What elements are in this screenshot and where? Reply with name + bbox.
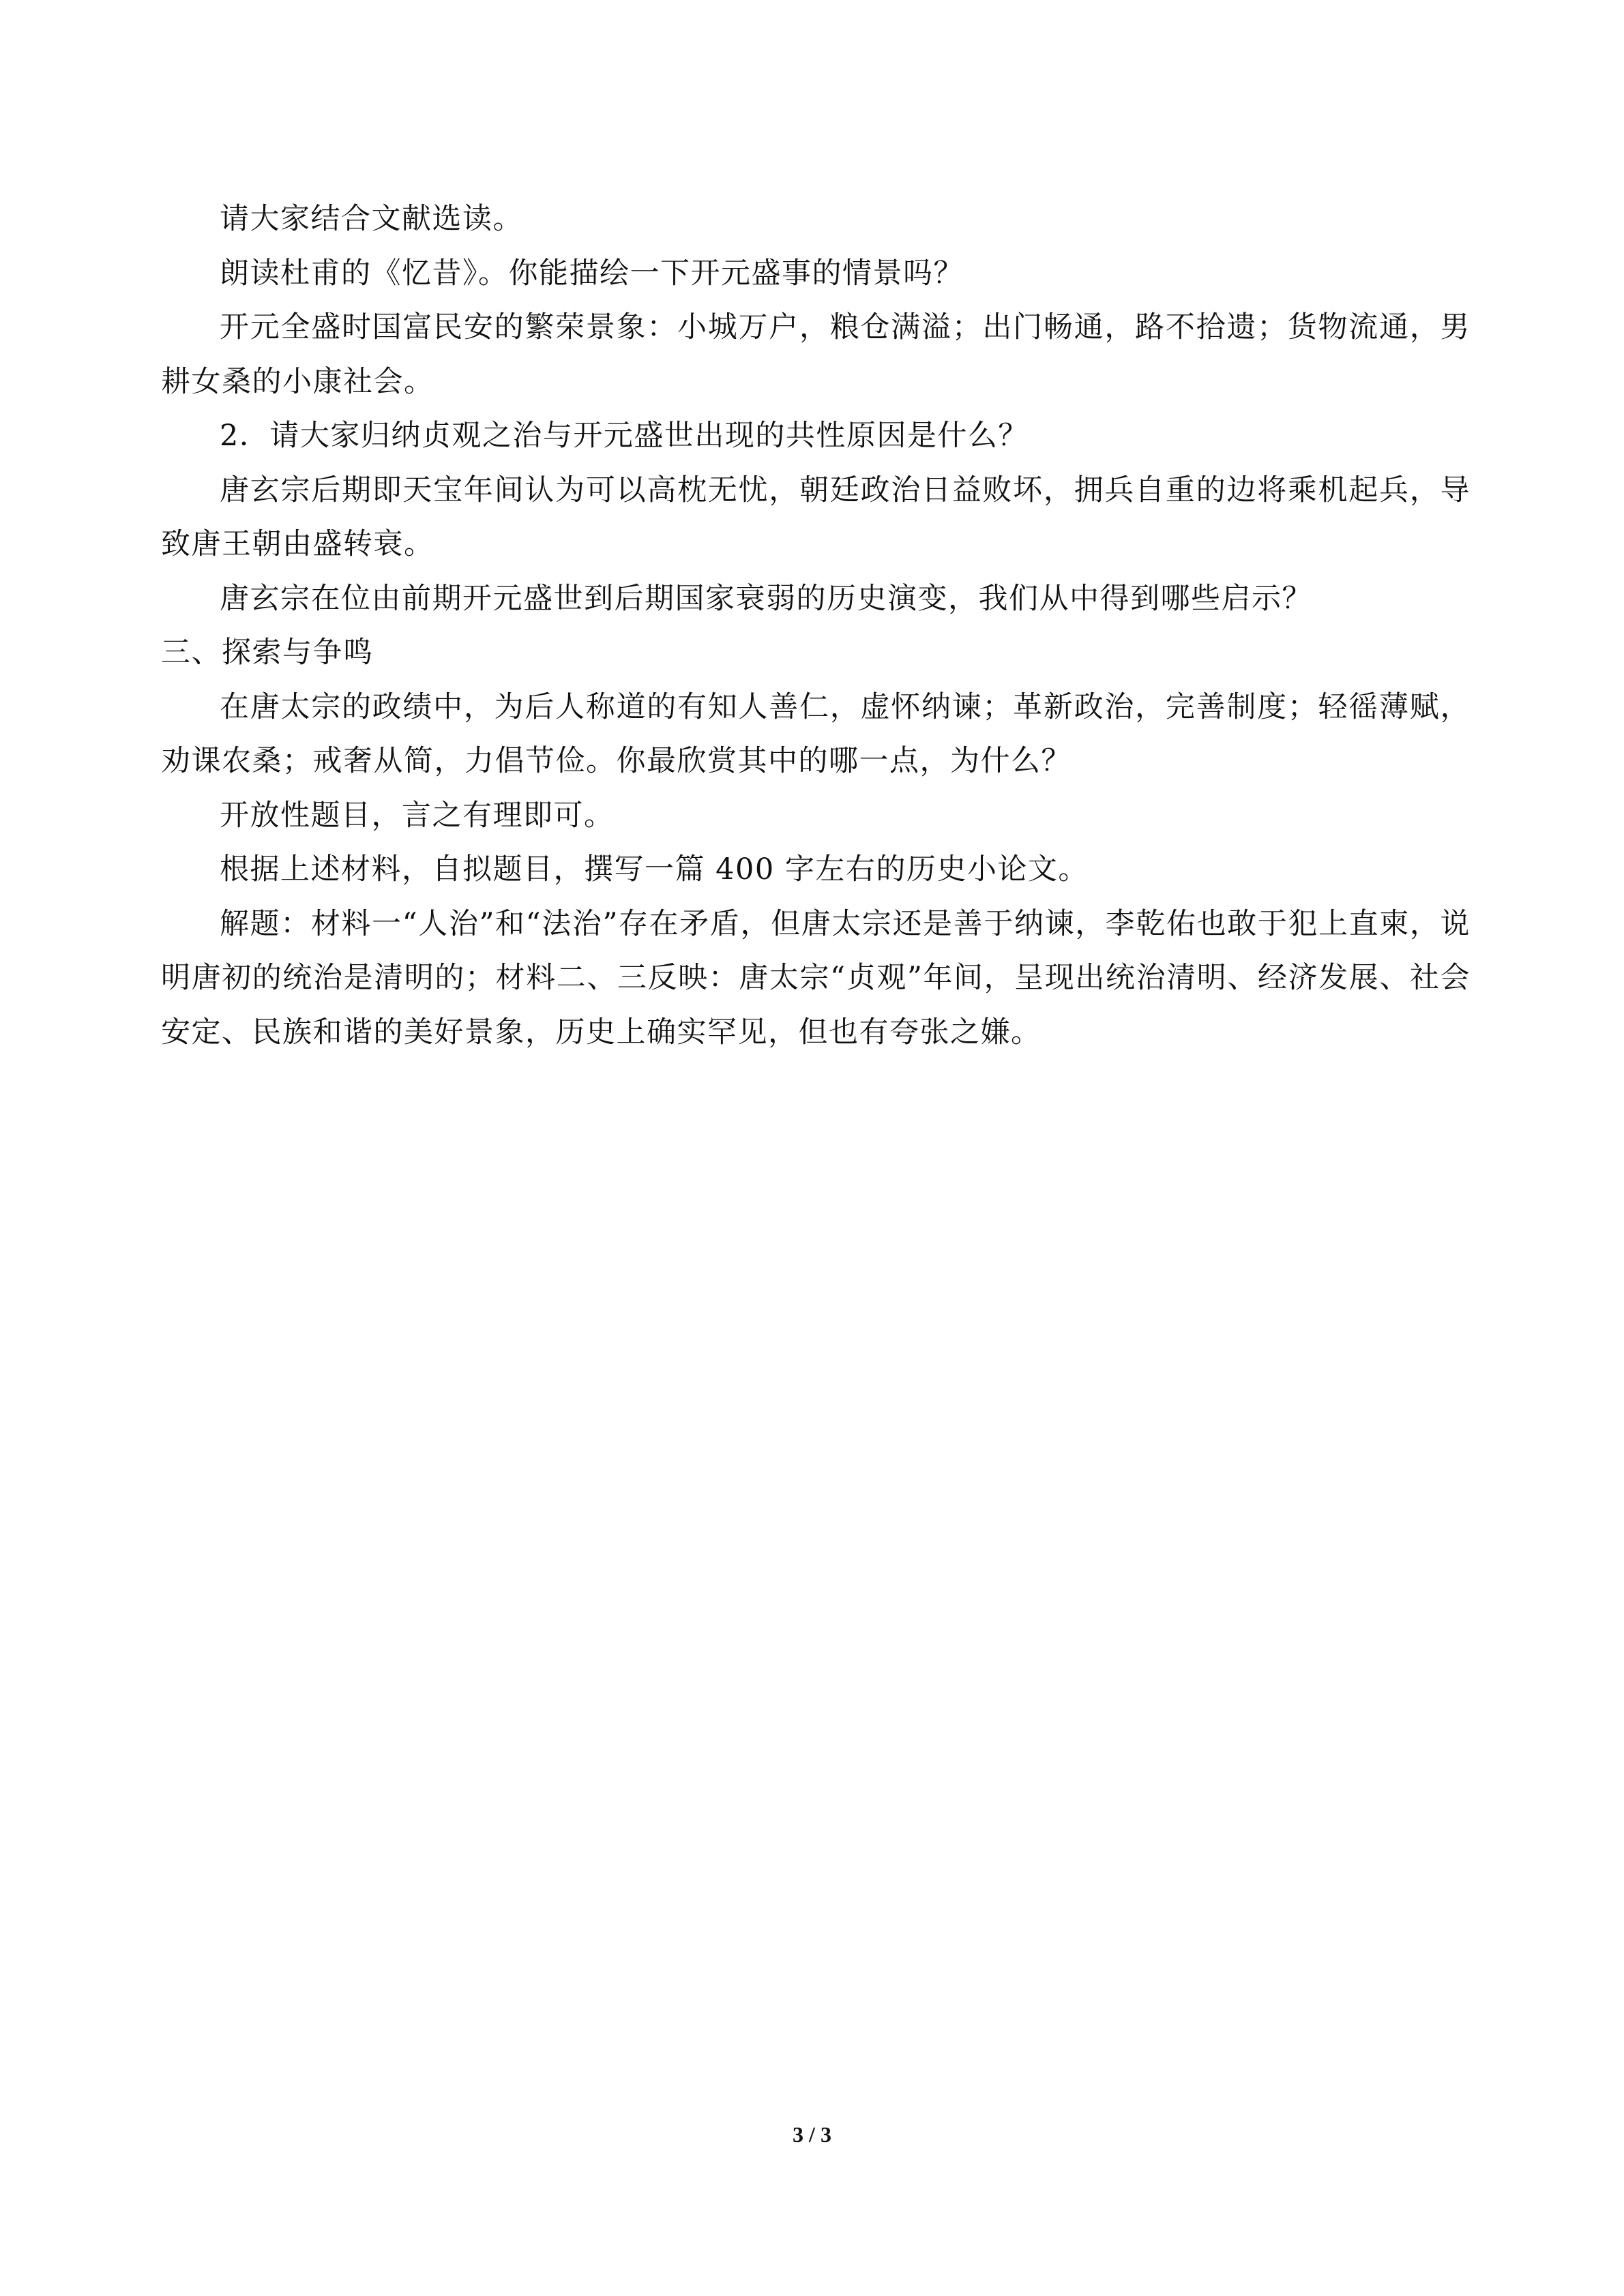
paragraph-question-2: 2．请大家归纳贞观之治与开元盛世出现的共性原因是什么？ [220, 419, 1029, 453]
paragraph-open-answer: 开放性题目，言之有理即可。 [220, 798, 615, 833]
paragraph-poem-question: 朗读杜甫的《忆昔》。你能描绘一下开元盛事的情景吗？ [220, 256, 964, 290]
paragraph-taizong-achievements: 在唐太宗的政绩中，为后人称道的有知人善仁，虚怀纳谏；革新政治，完善制度；轻徭薄赋，劝课农桑；戒奢从简，力倡节俭。你最欣赏其中的哪一点，为什么？ [161, 689, 1471, 778]
page-number: 3 / 3 [793, 2122, 831, 2147]
page-body [161, 192, 1471, 1060]
section-heading-explore: 三、探索与争鸣 [161, 636, 374, 670]
paragraph-kaiyuan-answer: 开元全盛时国富民安的繁荣景象：小城万户，粮仓满溢；出门畅通，路不拾遗；货物流通，男耕女桑的小康社会。 [161, 310, 1471, 399]
paragraph-intro: 请大家结合文献选读。 [220, 202, 523, 236]
paragraph-essay-task: 根据上述材料，自拟题目，撰写一篇 400 字左右的历史小论文。 [220, 852, 1089, 886]
paragraph-enlightenment-question: 唐玄宗在位由前期开元盛世到后期国家衰弱的历史演变，我们从中得到哪些启示？ [220, 581, 1312, 616]
paragraph-xuanzong-decline: 唐玄宗后期即天宝年间认为可以高枕无忧，朝廷政治日益败坏，拥兵自重的边将乘机起兵，导致唐王朝由盛转衰。 [161, 473, 1471, 561]
paragraph-solution: 解题：材料一“人治”和“法治”存在矛盾，但唐太宗还是善于纳谏，李乾佑也敢于犯上直柬，说明唐初的统治是清明的；材料二、三反映：唐太宗“贞观”年间，呈现出统治清明、经济发展、社会安定、民族和谐的美好景象，历史上确实罕见，但也有夸张之嫌。 [161, 906, 1471, 1049]
